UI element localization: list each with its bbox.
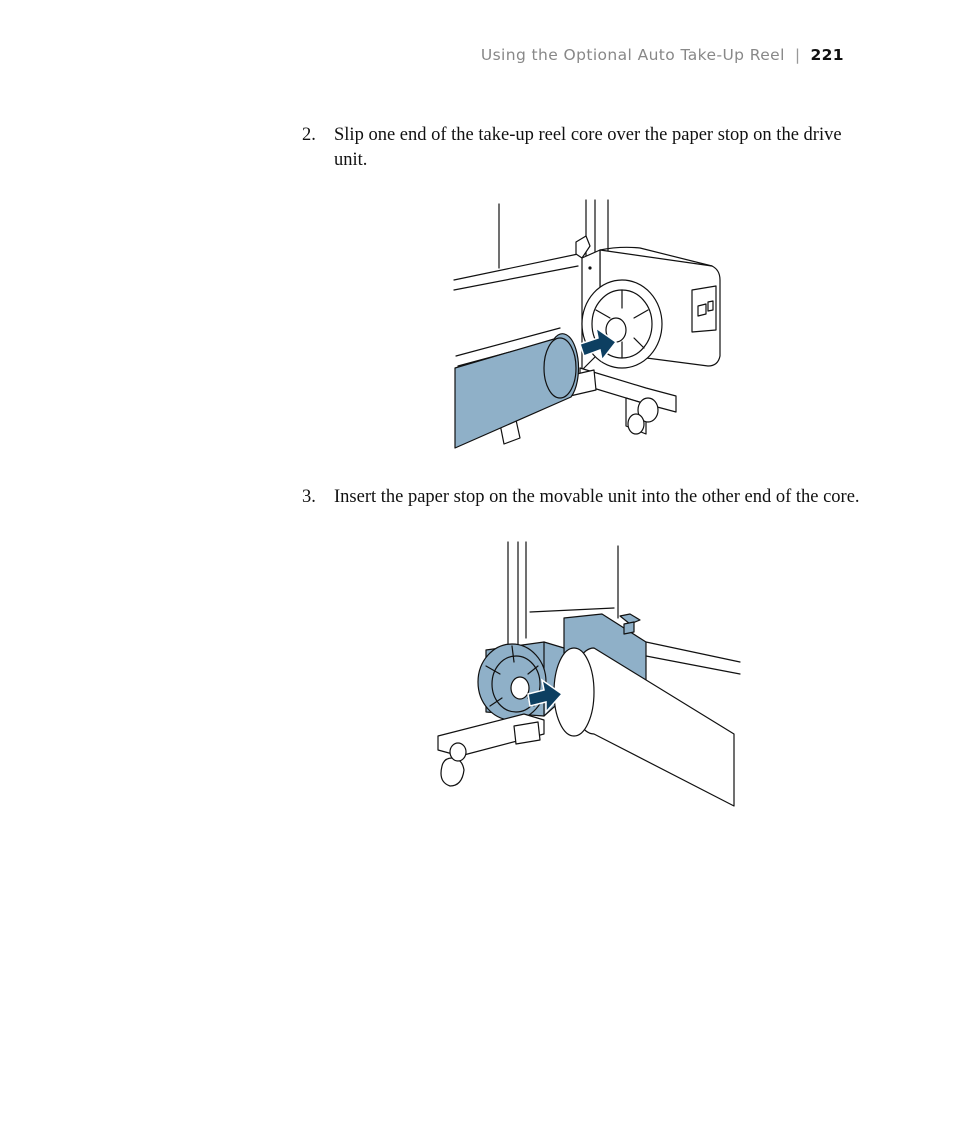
step-2-number: 2.: [302, 125, 316, 145]
step-3-text: Insert the paper stop on the movable unit into the other end of the core.: [334, 487, 860, 507]
header-separator: |: [794, 46, 801, 64]
step-3: [302, 485, 862, 510]
page-number: 221: [810, 46, 844, 64]
running-header: [481, 46, 844, 64]
step-3-number: 3.: [302, 487, 316, 507]
figure-movable-unit: [434, 538, 744, 818]
step-2: [302, 123, 862, 173]
step-2-text: Slip one end of the take-up reel core over the paper stop on the drive unit.: [334, 125, 842, 170]
section-title: Using the Optional Auto Take-Up Reel: [480, 46, 785, 64]
figure-drive-unit: [450, 198, 730, 454]
